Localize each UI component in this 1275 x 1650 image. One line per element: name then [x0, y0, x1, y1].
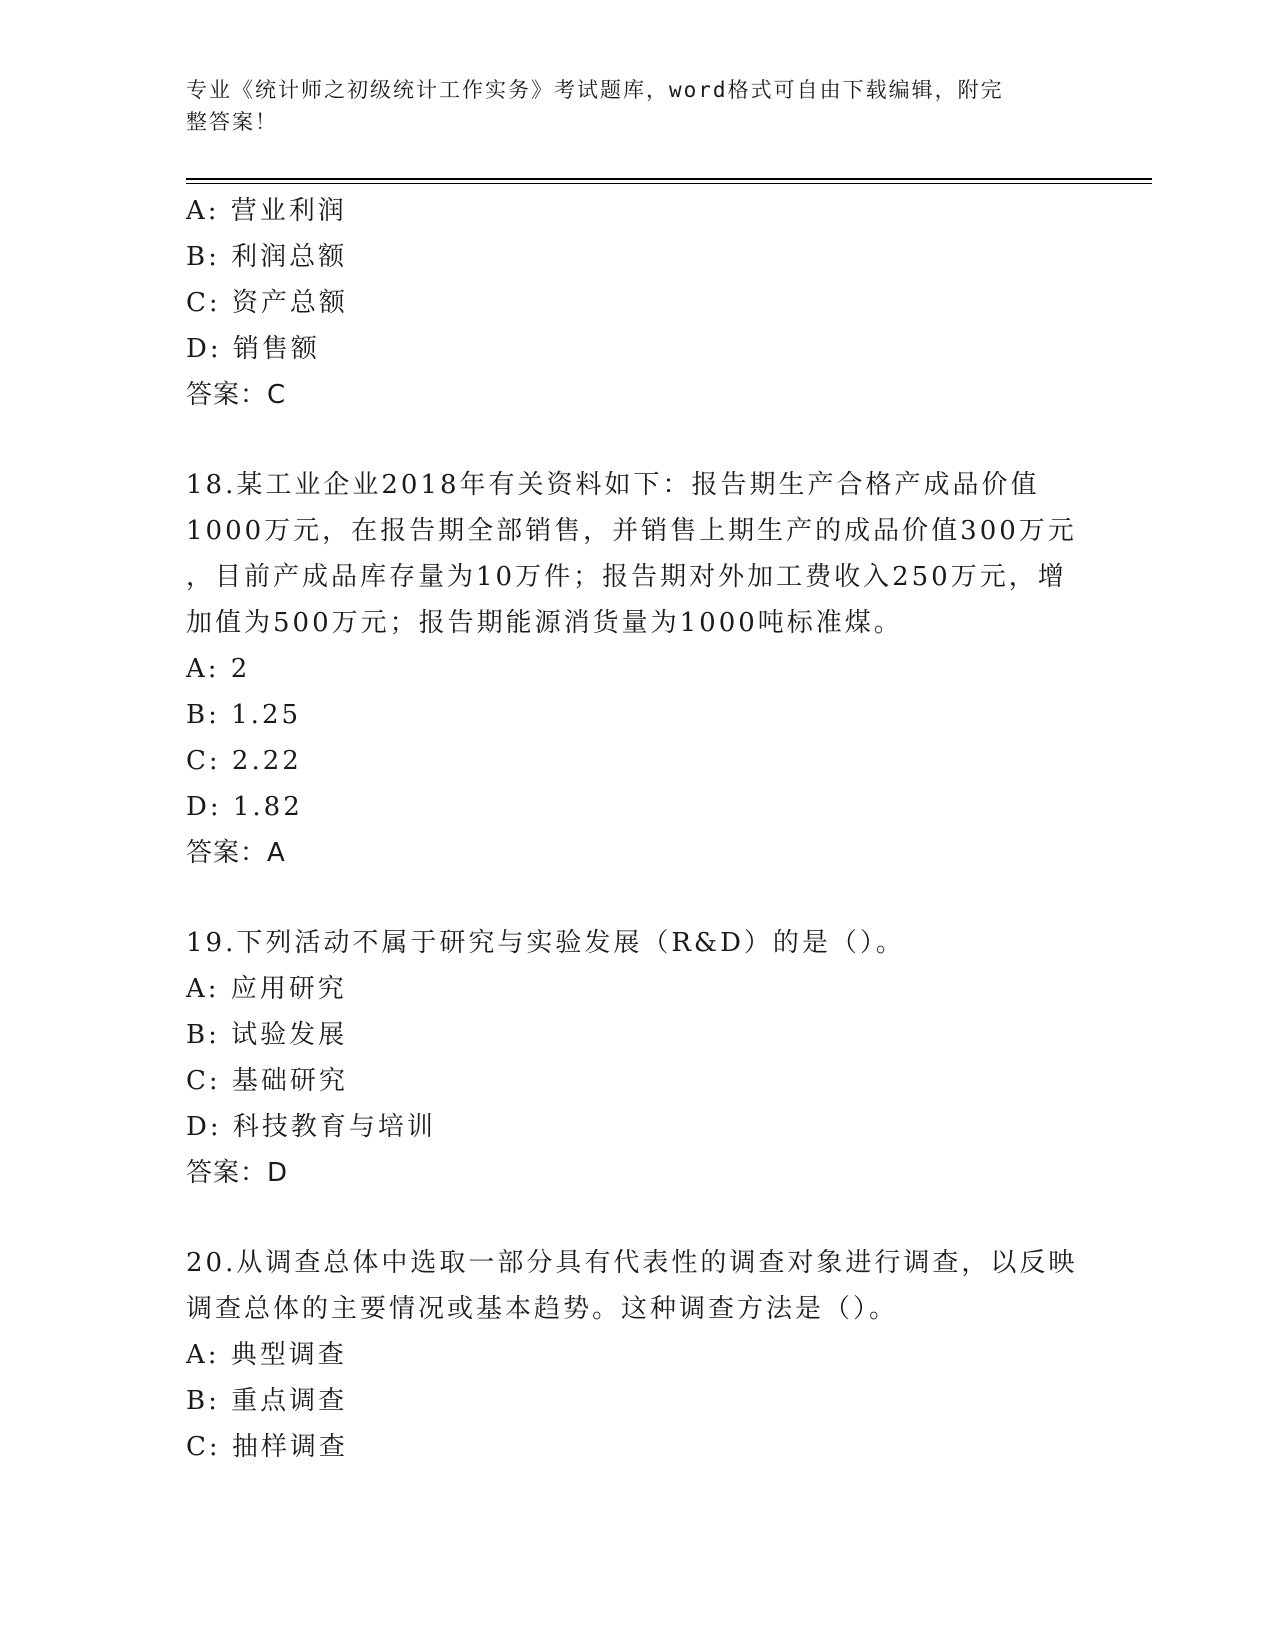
option-a: A: 2: [186, 654, 251, 684]
stem-line: 调查总体的主要情况或基本趋势。这种调查方法是（）。: [186, 1294, 899, 1324]
option-d: D: 1.82: [186, 792, 303, 822]
option-a: A: 营业利润: [186, 196, 347, 226]
question-18: [186, 462, 1086, 876]
option-b: B: 1.25: [186, 700, 302, 730]
option-b: B: 试验发展: [186, 1020, 348, 1050]
option-d: D: 销售额: [186, 334, 320, 364]
answer: 答案：A: [186, 838, 286, 868]
header-rule-thin: [186, 183, 1152, 184]
option-c: C: 2.22: [186, 746, 302, 776]
option-c: C: 资产总额: [186, 288, 348, 318]
question-stem: [186, 920, 1086, 966]
answer: 答案：C: [186, 380, 287, 410]
question-19: [186, 920, 1086, 1196]
option-d: D: 科技教育与培训: [186, 1112, 436, 1142]
stem-line: 加值为500万元；报告期能源消货量为1000吨标准煤。: [186, 608, 903, 638]
question-list: [186, 188, 1086, 1470]
option-a: A: 典型调查: [186, 1340, 347, 1370]
option-c: C: 抽样调查: [186, 1432, 348, 1462]
question-17: [186, 188, 1086, 418]
option-c: C: 基础研究: [186, 1066, 348, 1096]
stem-line: 18.某工业企业2018年有关资料如下：报告期生产合格产成品价值: [186, 470, 1040, 500]
option-a: A: 应用研究: [186, 974, 347, 1004]
stem-line: 19.下列活动不属于研究与实验发展（R&D）的是（）。: [186, 928, 905, 958]
option-b: B: 重点调查: [186, 1386, 348, 1416]
stem-line: ，目前产成品库存量为10万件；报告期对外加工费收入250万元，增: [186, 562, 1067, 592]
question-stem: [186, 1240, 1086, 1332]
answer: 答案：D: [186, 1158, 289, 1188]
stem-line: 1000万元，在报告期全部销售，并销售上期生产的成品价值300万元: [186, 516, 1077, 546]
header-line-1: 专业《统计师之初级统计工作实务》考试题库，word格式可自由下载编辑，附完: [186, 78, 1004, 102]
question-20: [186, 1240, 1086, 1470]
stem-line: 20.从调查总体中选取一部分具有代表性的调查对象进行调查，以反映: [186, 1248, 1078, 1278]
option-b: B: 利润总额: [186, 242, 348, 272]
header-rule-thick: [186, 178, 1152, 180]
header-line-2: 整答案！: [186, 110, 278, 134]
document-header: [186, 74, 1066, 138]
question-stem: [186, 462, 1086, 646]
